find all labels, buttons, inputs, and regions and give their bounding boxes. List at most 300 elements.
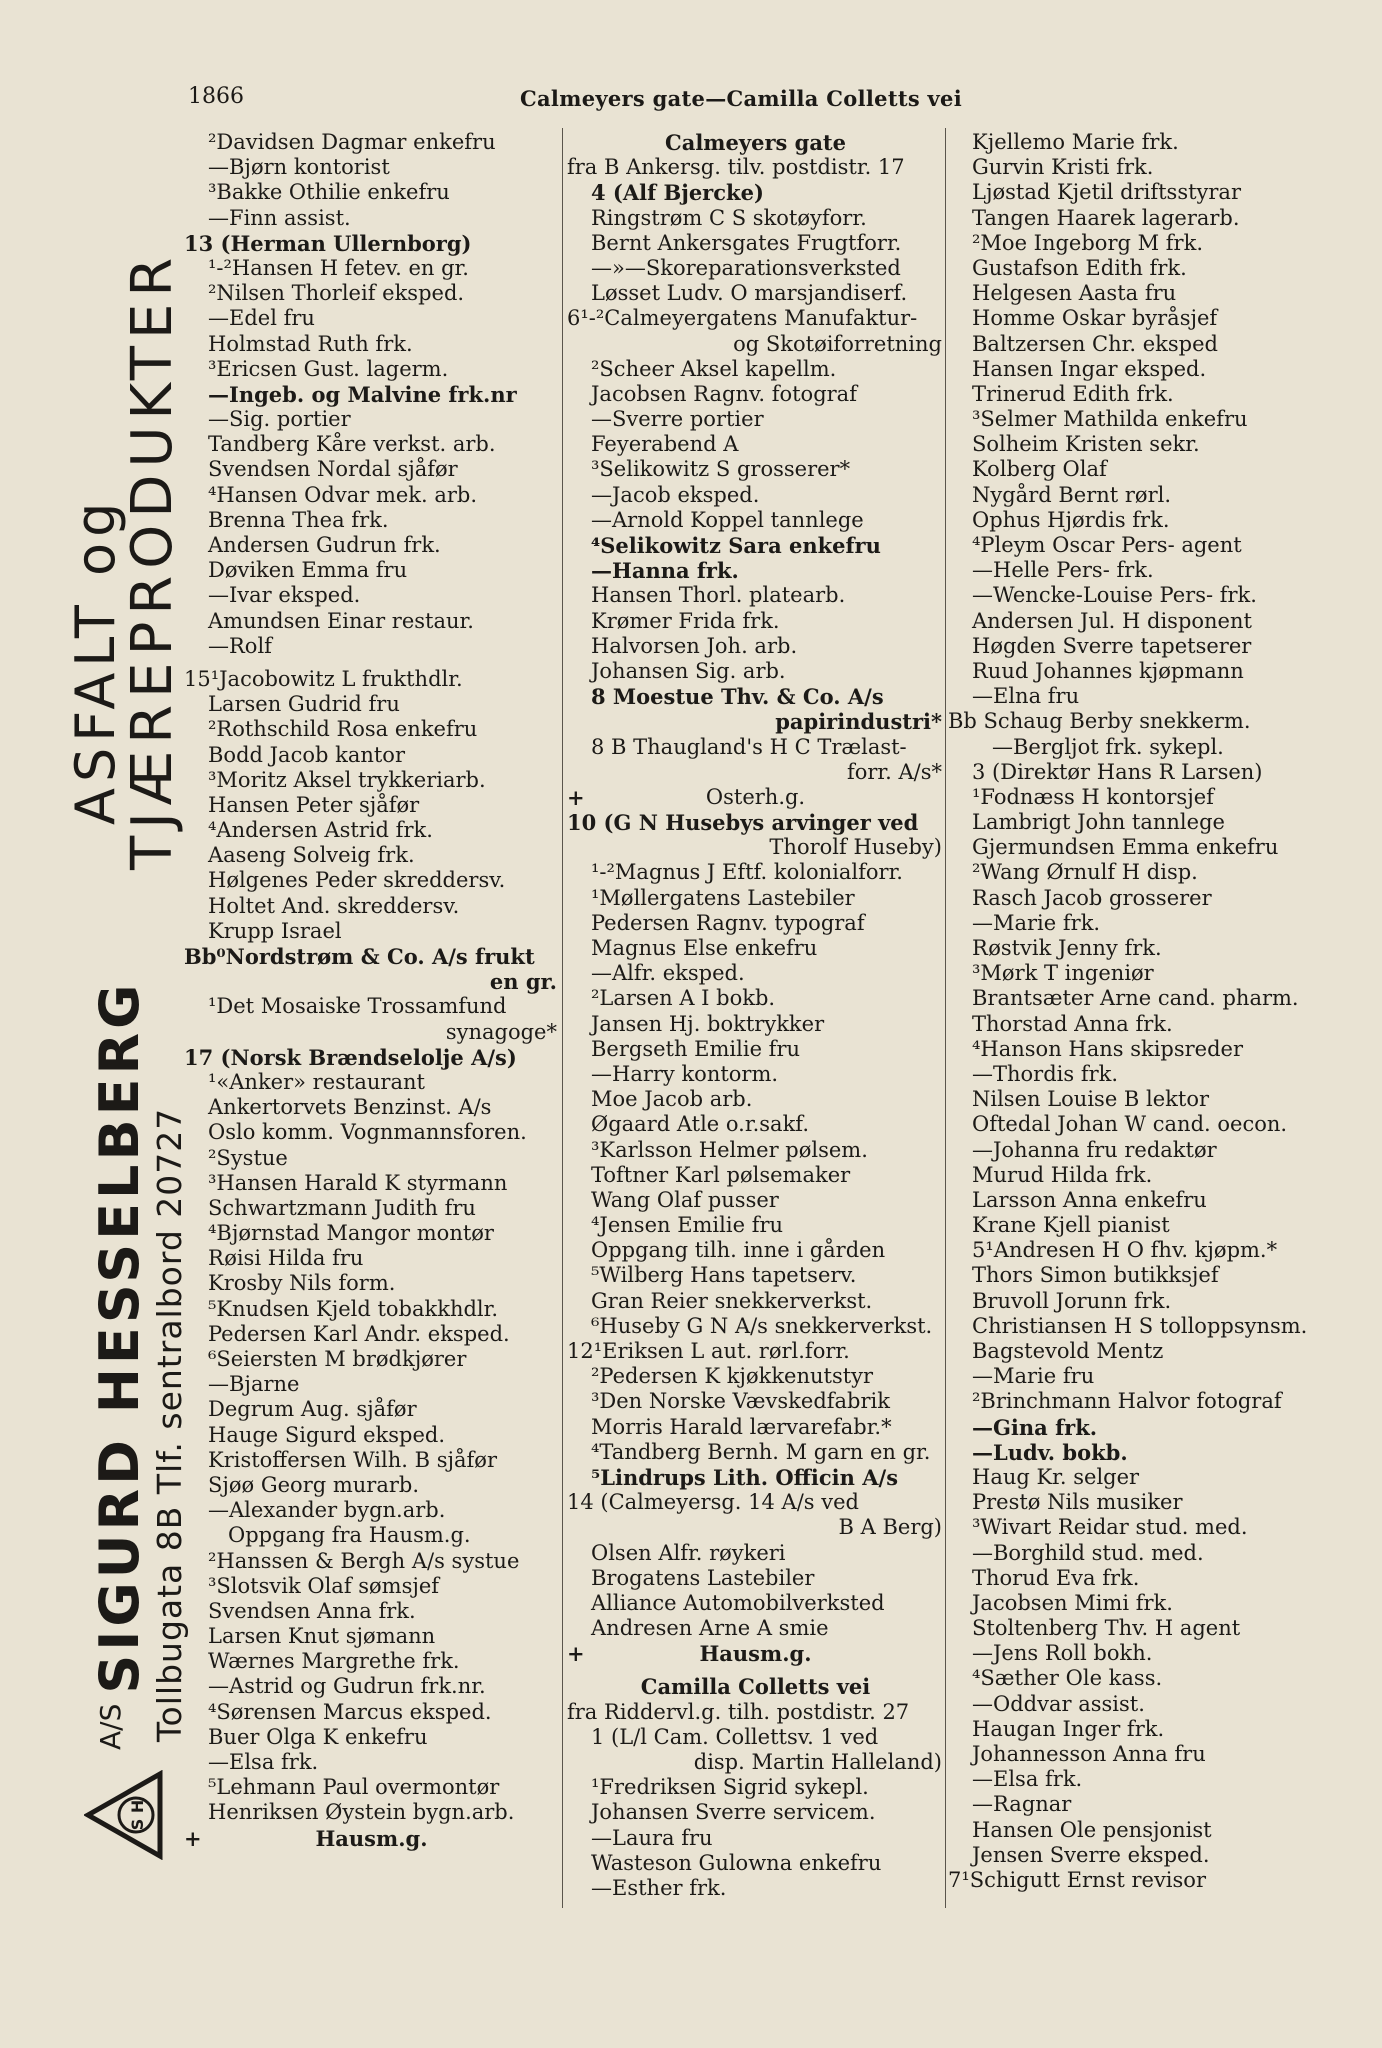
entry-text: Kristoffersen Wilh. B sjåfør <box>208 1447 497 1472</box>
entry-text: Øgaard Atle o.r.sakf. <box>591 1112 809 1137</box>
entry-text: Amundsen Einar restaur. <box>208 608 474 633</box>
directory-entry <box>184 1297 559 1322</box>
directory-entry <box>184 1549 559 1574</box>
directory-entry <box>948 1843 1328 1868</box>
directory-entry <box>948 961 1328 986</box>
entry-text: Oslo komm. Vognmannsforen. <box>208 1120 527 1145</box>
entry-text: ³Karlsson Helmer pølsem. <box>591 1137 868 1162</box>
directory-entry <box>948 432 1328 457</box>
entry-text: ³Hansen Harald K styrmann <box>208 1170 508 1195</box>
directory-entry <box>184 508 559 533</box>
directory-entry <box>948 709 1328 734</box>
directory-entry <box>948 1364 1328 1389</box>
directory-entry <box>184 717 559 742</box>
street-heading <box>567 130 944 155</box>
entry-text: ⁴Sæther Ole kass. <box>972 1666 1163 1691</box>
entry-text: 17 (Norsk Brændselolje A/s) <box>184 1044 517 1070</box>
directory-entry <box>184 1700 559 1725</box>
directory-entry <box>567 860 944 885</box>
directory-entry <box>948 1087 1328 1112</box>
entry-text: —Rolf <box>208 633 272 658</box>
entry-text: ⁵Wilberg Hans tapetserv. <box>591 1263 857 1288</box>
directory-entry <box>567 1876 944 1901</box>
entry-text: Thorud Eva frk. <box>972 1565 1140 1590</box>
directory-entry <box>567 1314 944 1339</box>
directory-entry <box>184 1725 559 1750</box>
directory-entry <box>567 1339 944 1364</box>
entry-text: Røstvik Jenny frk. <box>972 936 1162 960</box>
page-header <box>0 84 1382 114</box>
directory-entry <box>184 1599 559 1624</box>
entry-text: ²Brinchmann Halvor fotograf <box>972 1389 1282 1414</box>
entry-text: Camilla Colletts vei <box>640 1674 871 1700</box>
entry-text: Stoltenberg Thv. H agent <box>972 1616 1241 1641</box>
entry-text: Krupp Israel <box>208 918 342 943</box>
directory-entry <box>184 1624 559 1649</box>
entry-text: ²Pedersen K kjøkkenutstyr <box>591 1364 874 1389</box>
entry-text: ⁶Huseby G N A/s snekkerverkst. <box>591 1313 933 1338</box>
entry-text: ⁴Pleym Oscar Pers- agent <box>972 533 1242 557</box>
entry-text: —Marie frk. <box>972 910 1101 935</box>
running-title: Calmeyers gate—Camilla Colletts vei <box>520 86 962 111</box>
entry-text: Ankertorvets Benzinst. A/s <box>208 1095 492 1120</box>
entry-text: Johannesson Anna fru <box>972 1742 1206 1766</box>
entry-text: Schwartzmann Judith fru <box>208 1195 476 1220</box>
entry-text: ¹-²Magnus J Eftf. kolonialforr. <box>591 860 903 885</box>
directory-entry <box>184 1070 559 1095</box>
entry-text: Bodd Jacob kantor <box>208 742 405 767</box>
entry-text: ⁴Tandberg Bernh. M garn en gr. <box>591 1439 931 1464</box>
directory-entry <box>184 332 559 357</box>
entry-text: Johansen Sig. arb. <box>591 658 786 683</box>
directory-entry <box>184 1775 559 1800</box>
entry-text: ¹Fodnæss H kontorsjef <box>972 784 1214 809</box>
directory-entry <box>948 206 1328 231</box>
directory-entry <box>567 709 944 734</box>
directory-entry <box>184 1473 559 1498</box>
entry-text: Wang Olaf pusser <box>591 1187 779 1212</box>
directory-entry <box>184 768 559 793</box>
spacer <box>567 1666 944 1674</box>
entry-text: Degrum Aug. sjåfør <box>208 1397 417 1422</box>
entry-text: disp. Martin Halleland) <box>693 1750 942 1774</box>
directory-entry <box>948 180 1328 205</box>
entry-text: Gran Reier snekkerverkst. <box>591 1288 873 1313</box>
directory-entry <box>567 1289 944 1314</box>
entry-text: Svendsen Nordal sjåfør <box>208 457 458 482</box>
directory-entry <box>184 1347 559 1372</box>
entry-text: ²Davidsen Dagmar enkefru <box>208 130 496 154</box>
directory-entry <box>567 1750 944 1775</box>
entry-text: ³Selikowitz S grosserer* <box>591 457 851 482</box>
directory-entry <box>184 130 559 155</box>
directory-entry <box>948 1415 1328 1440</box>
directory-entry <box>184 1498 559 1523</box>
directory-entry <box>184 1322 559 1347</box>
directory-entry <box>567 1725 944 1750</box>
ad-firm-name <box>88 981 151 1750</box>
directory-entry <box>184 843 559 868</box>
entry-text: Krømer Frida frk. <box>591 608 780 633</box>
directory-entry <box>184 306 559 331</box>
column-divider <box>562 128 563 1908</box>
entry-text: —Elna fru <box>972 684 1080 709</box>
directory-entry <box>948 256 1328 281</box>
entry-text: ³Bakke Othilie enkefru <box>208 180 450 205</box>
directory-entry <box>567 256 944 281</box>
entry-text: ⁵Lehmann Paul overmontør <box>208 1775 500 1800</box>
directory-entry <box>184 994 559 1019</box>
directory-entry <box>567 1062 944 1087</box>
entry-text: —Edel fru <box>208 306 315 331</box>
entry-text: Røisi Hilda fru <box>208 1246 364 1271</box>
entry-text: ⁴Jensen Emilie fru <box>591 1213 784 1238</box>
entry-text: Solheim Kristen sekr. <box>972 432 1200 457</box>
directory-entry <box>184 1045 559 1070</box>
entry-text: Prestø Nils musiker <box>972 1490 1183 1515</box>
entry-text: ²Scheer Aksel kapellm. <box>591 356 837 381</box>
directory-entry <box>567 457 944 482</box>
entry-text: Alliance Automobilverksted <box>591 1590 885 1615</box>
directory-entry <box>948 735 1328 760</box>
entry-text: Larsen Knut sjømann <box>208 1624 436 1649</box>
entry-text: ¹«Anker» restaurant <box>208 1069 425 1094</box>
entry-text: Krane Kjell pianist <box>972 1213 1170 1238</box>
directory-entry <box>567 1490 944 1515</box>
entry-text: Murud Hilda frk. <box>972 1162 1153 1187</box>
directory-entry <box>948 860 1328 885</box>
triangle-logo-icon <box>84 1770 164 1860</box>
directory-entry <box>184 634 559 659</box>
entry-text: Andersen Jul. H disponent <box>972 608 1252 633</box>
directory-entry <box>567 281 944 306</box>
directory-entry <box>184 533 559 558</box>
entry-text: Svendsen Anna frk. <box>208 1598 416 1623</box>
directory-entry <box>567 1800 944 1825</box>
entry-text: —»—Skoreparationsverksted <box>591 255 901 280</box>
entry-text: en gr. <box>489 969 557 995</box>
directory-entry <box>948 1767 1328 1792</box>
directory-entry <box>567 1465 944 1490</box>
page-number: 1866 <box>188 84 244 109</box>
directory-entry <box>567 1826 944 1851</box>
directory-entry <box>184 743 559 768</box>
directory-entry <box>948 760 1328 785</box>
entry-text: Larsson Anna enkefru <box>972 1187 1207 1212</box>
directory-column-2 <box>567 130 944 1901</box>
directory-entry <box>567 1364 944 1389</box>
directory-entry <box>948 457 1328 482</box>
directory-entry <box>948 1692 1328 1717</box>
entry-text: —Jens Roll bokh. <box>972 1641 1153 1666</box>
ad-products-line1: ASFALT og <box>64 496 127 825</box>
entry-text: Holmstad Ruth frk. <box>208 331 413 356</box>
entry-text: B A Berg) <box>838 1515 942 1540</box>
directory-entry <box>948 1666 1328 1691</box>
directory-entry <box>184 583 559 608</box>
entry-text: Nygård Bernt rørl. <box>972 482 1172 507</box>
entry-text: Olsen Alfr. røykeri <box>591 1540 786 1565</box>
directory-entry <box>567 533 944 558</box>
directory-entry <box>948 886 1328 911</box>
entry-text: fra B Ankersg. tilv. postdistr. 17 <box>567 155 905 180</box>
entry-text: Oppgang fra Hausm.g. <box>228 1523 471 1548</box>
entry-text: ⁵Knudsen Kjeld tobakkhdlr. <box>208 1296 499 1321</box>
side-advertisement <box>50 130 189 1860</box>
entry-text: Sjøø Georg murarb. <box>208 1472 420 1497</box>
entry-text: 1 (L/l Cam. Collettsv. 1 ved <box>591 1724 879 1749</box>
directory-entry <box>184 1271 559 1296</box>
directory-entry <box>184 357 559 382</box>
entry-text: ⁴Hansen Odvar mek. arb. <box>208 482 478 507</box>
directory-entry <box>184 457 559 482</box>
entry-text: Haugan Inger frk. <box>972 1716 1165 1741</box>
directory-entry <box>948 1339 1328 1364</box>
entry-text: Løsset Ludv. O marsjandiserf. <box>591 281 908 306</box>
entry-text: Brogatens Lastebiler <box>591 1565 815 1590</box>
directory-entry <box>184 180 559 205</box>
directory-entry <box>948 1566 1328 1591</box>
directory-entry <box>948 508 1328 533</box>
entry-text: Hansen Ole pensjonist <box>972 1817 1212 1842</box>
directory-entry <box>184 1649 559 1674</box>
entry-text: Thors Simon butikksjef <box>972 1263 1219 1288</box>
directory-entry <box>948 1389 1328 1414</box>
directory-entry <box>567 1263 944 1288</box>
directory-entry <box>567 1775 944 1800</box>
directory-entry <box>184 1146 559 1171</box>
entry-text: —Thordis frk. <box>972 1061 1119 1086</box>
entry-text: ⁴Selikowitz Sara enkefru <box>591 533 881 558</box>
cross-street-marker: + <box>184 1825 202 1851</box>
directory-entry <box>567 609 944 634</box>
directory-column-1 <box>184 130 559 1851</box>
directory-entry <box>567 1641 944 1666</box>
entry-text: 12¹Eriksen L aut. rørl.forr. <box>567 1339 850 1363</box>
directory-entry <box>184 1800 559 1825</box>
entry-text: ⁴Hanson Hans skipsreder <box>972 1036 1244 1061</box>
entry-text: 5¹Andresen H O fhv. kjøpm.* <box>972 1238 1278 1263</box>
entry-text: Nilsen Louise B lektor <box>972 1087 1210 1112</box>
entry-text: og Skotøiforretning <box>733 331 942 356</box>
entry-text: Osterh.g. <box>705 784 806 809</box>
directory-entry <box>184 155 559 180</box>
entry-text: Oppgang tilh. inne i gården <box>591 1238 886 1263</box>
entry-text: 13 (Herman Ullernborg) <box>184 230 472 256</box>
entry-text: Bruvoll Jorunn frk. <box>972 1288 1172 1313</box>
entry-text: ¹Møllergatens Lastebiler <box>591 885 855 910</box>
directory-entry <box>948 1037 1328 1062</box>
entry-text: ⁶Seiersten M brødkjører <box>208 1347 467 1371</box>
directory-entry <box>567 1591 944 1616</box>
entry-text: ⁴Sørensen Marcus eksped. <box>208 1699 492 1724</box>
directory-entry <box>948 281 1328 306</box>
entry-text: Andersen Gudrun frk. <box>208 533 441 557</box>
entry-text: Halvorsen Joh. arb. <box>591 633 798 658</box>
directory-entry <box>184 231 559 256</box>
entry-text: Hansen Thorl. platearb. <box>591 583 846 608</box>
directory-entry <box>948 1314 1328 1339</box>
entry-text: Christiansen H S tolloppsynsm. <box>972 1313 1308 1338</box>
entry-text: —Alfr. eksped. <box>591 961 745 986</box>
directory-entry <box>567 634 944 659</box>
entry-text: Oftedal Johan W cand. oecon. <box>972 1112 1288 1137</box>
directory-entry <box>948 1742 1328 1767</box>
ad-products-line2: TJÆREPRODUKTER <box>120 250 185 870</box>
entry-text: —Arnold Koppel tannlege <box>591 507 864 532</box>
directory-entry <box>184 382 559 407</box>
directory-column-3 <box>948 130 1328 1893</box>
entry-text: Ophus Hjørdis frk. <box>972 507 1170 532</box>
directory-entry <box>948 558 1328 583</box>
directory-entry <box>948 684 1328 709</box>
cross-street-marker: + <box>567 1641 585 1667</box>
entry-text: Jacobsen Mimi frk. <box>972 1590 1173 1615</box>
entry-text: 7¹Schigutt Ernst revisor <box>948 1867 1206 1892</box>
directory-entry <box>567 1616 944 1641</box>
directory-entry <box>184 407 559 432</box>
entry-text: ³Slotsvik Olaf sømsjef <box>208 1573 440 1598</box>
entry-text: —Hanna frk. <box>591 558 739 584</box>
street-heading <box>567 1674 944 1699</box>
directory-entry <box>948 1465 1328 1490</box>
entry-text: —Ingeb. og Malvine frk.nr <box>208 381 517 407</box>
directory-entry <box>948 1289 1328 1314</box>
entry-text: 15¹Jacobowitz L frukthdlr. <box>184 666 463 691</box>
entry-text: Jensen Sverre eksped. <box>972 1842 1210 1867</box>
entry-text: Høgden Sverre tapetserer <box>972 633 1252 658</box>
directory-entry <box>184 944 559 969</box>
directory-entry <box>948 1263 1328 1288</box>
entry-text: Morris Harald lærvarefabr.* <box>591 1414 892 1439</box>
entry-text: ²Hanssen & Bergh A/s systue <box>208 1548 520 1573</box>
directory-entry <box>184 868 559 893</box>
entry-text: Moe Jacob arb. <box>591 1087 753 1112</box>
entry-text: —Elsa frk. <box>208 1750 319 1774</box>
entry-text: —Wencke-Louise Pers- frk. <box>972 583 1257 608</box>
directory-entry <box>948 583 1328 608</box>
directory-entry <box>567 583 944 608</box>
directory-entry <box>184 692 559 717</box>
directory-entry <box>567 1112 944 1137</box>
entry-text: —Harry kontorm. <box>591 1061 779 1086</box>
entry-text: Bb Schaug Berby snekkerm. <box>948 709 1251 734</box>
entry-text: Døviken Emma fru <box>208 558 408 583</box>
entry-text: —Jacob eksped. <box>591 482 760 507</box>
entry-text: ⁵Lindrups Lith. Officin A/s <box>591 1464 899 1490</box>
entry-text: Pedersen Karl Andr. eksped. <box>208 1321 510 1346</box>
directory-entry <box>948 130 1328 155</box>
entry-text: —Ludv. bokb. <box>972 1439 1128 1465</box>
entry-text: Holtet And. skreddersv. <box>208 893 460 918</box>
directory-entry <box>948 231 1328 256</box>
entry-text: Calmeyers gate <box>665 130 846 155</box>
directory-entry <box>184 1020 559 1045</box>
directory-entry <box>184 1423 559 1448</box>
directory-entry <box>184 1221 559 1246</box>
directory-entry <box>184 1523 559 1548</box>
entry-text: ²Moe Ingeborg M frk. <box>972 230 1203 255</box>
entry-text: Aaseng Solveig frk. <box>208 843 415 868</box>
entry-text: synagoge* <box>445 1019 557 1044</box>
directory-entry <box>567 558 944 583</box>
entry-text: —Finn assist. <box>208 205 351 230</box>
directory-entry <box>948 936 1328 961</box>
directory-entry <box>567 684 944 709</box>
entry-text: Feyerabend A <box>591 432 739 457</box>
directory-entry <box>184 432 559 457</box>
directory-entry <box>567 1851 944 1876</box>
directory-entry <box>948 1515 1328 1540</box>
directory-entry <box>948 1868 1328 1893</box>
entry-text: Ringstrøm C S skotøyforr. <box>591 205 867 230</box>
directory-entry <box>948 785 1328 810</box>
ad-company-form: A/S <box>94 1703 127 1750</box>
entry-text: 4 (Alf Bjercke) <box>591 180 764 206</box>
directory-entry <box>567 1566 944 1591</box>
entry-text: Wærnes Margrethe frk. <box>208 1649 460 1674</box>
entry-text: ¹Fredriksen Sigrid sykepl. <box>591 1775 869 1800</box>
directory-entry <box>567 835 944 860</box>
directory-entry <box>567 483 944 508</box>
directory-entry <box>567 659 944 684</box>
entry-text: Homme Oskar byråsjef <box>972 306 1218 331</box>
directory-entry <box>184 1826 559 1851</box>
entry-text: —Bjarne <box>208 1372 300 1397</box>
directory-entry <box>184 1095 559 1120</box>
directory-entry <box>567 357 944 382</box>
entry-text: —Gina frk. <box>972 1414 1098 1440</box>
directory-entry <box>184 1674 559 1699</box>
entry-text: ³Selmer Mathilda enkefru <box>972 407 1248 432</box>
entry-text: Tandberg Kåre verkst. arb. <box>208 432 496 457</box>
entry-text: 3 (Direktør Hans R Larsen) <box>972 759 1263 784</box>
entry-text: ²Systue <box>208 1145 288 1170</box>
entry-text: ¹-²Hansen H fetev. en gr. <box>208 255 469 280</box>
entry-text: Bergseth Emilie fru <box>591 1036 801 1061</box>
directory-entry <box>948 357 1328 382</box>
directory-entry <box>567 306 944 331</box>
entry-text: —Bjørn kontorist <box>208 155 390 180</box>
directory-entry <box>948 1717 1328 1742</box>
entry-text: —Bergljot frk. sykepl. <box>992 734 1224 759</box>
directory-entry <box>948 1163 1328 1188</box>
entry-text: Krosby Nils form. <box>208 1271 396 1296</box>
entry-text: Gustafson Edith frk. <box>972 255 1187 280</box>
entry-text: Johansen Sverre servicem. <box>591 1800 876 1825</box>
entry-text: ²Nilsen Thorleif eksped. <box>208 281 465 306</box>
entry-text: Trinerud Edith frk. <box>972 381 1174 406</box>
directory-entry <box>567 760 944 785</box>
directory-entry <box>184 1448 559 1473</box>
directory-entry <box>567 735 944 760</box>
entry-text: Tangen Haarek lagerarb. <box>972 205 1240 230</box>
entry-text: Hansen Ingar eksped. <box>972 356 1207 381</box>
directory-entry <box>948 1541 1328 1566</box>
directory-entry <box>948 911 1328 936</box>
entry-text: Hølgenes Peder skreddersv. <box>208 868 506 893</box>
entry-text: ⁴Andersen Astrid frk. <box>208 818 433 843</box>
entry-text: ⁴Bjørnstad Mangor montør <box>208 1221 494 1246</box>
entry-text: —Ragnar <box>972 1792 1072 1817</box>
directory-entry <box>948 1591 1328 1616</box>
entry-text: Hauge Sigurd eksped. <box>208 1422 446 1447</box>
directory-entry <box>184 1120 559 1145</box>
entry-text: Bagstevold Mentz <box>972 1339 1164 1363</box>
entry-text: Ljøstad Kjetil driftsstyrar <box>972 180 1241 205</box>
entry-text: Thorolf Huseby) <box>769 835 942 860</box>
directory-entry <box>184 558 559 583</box>
